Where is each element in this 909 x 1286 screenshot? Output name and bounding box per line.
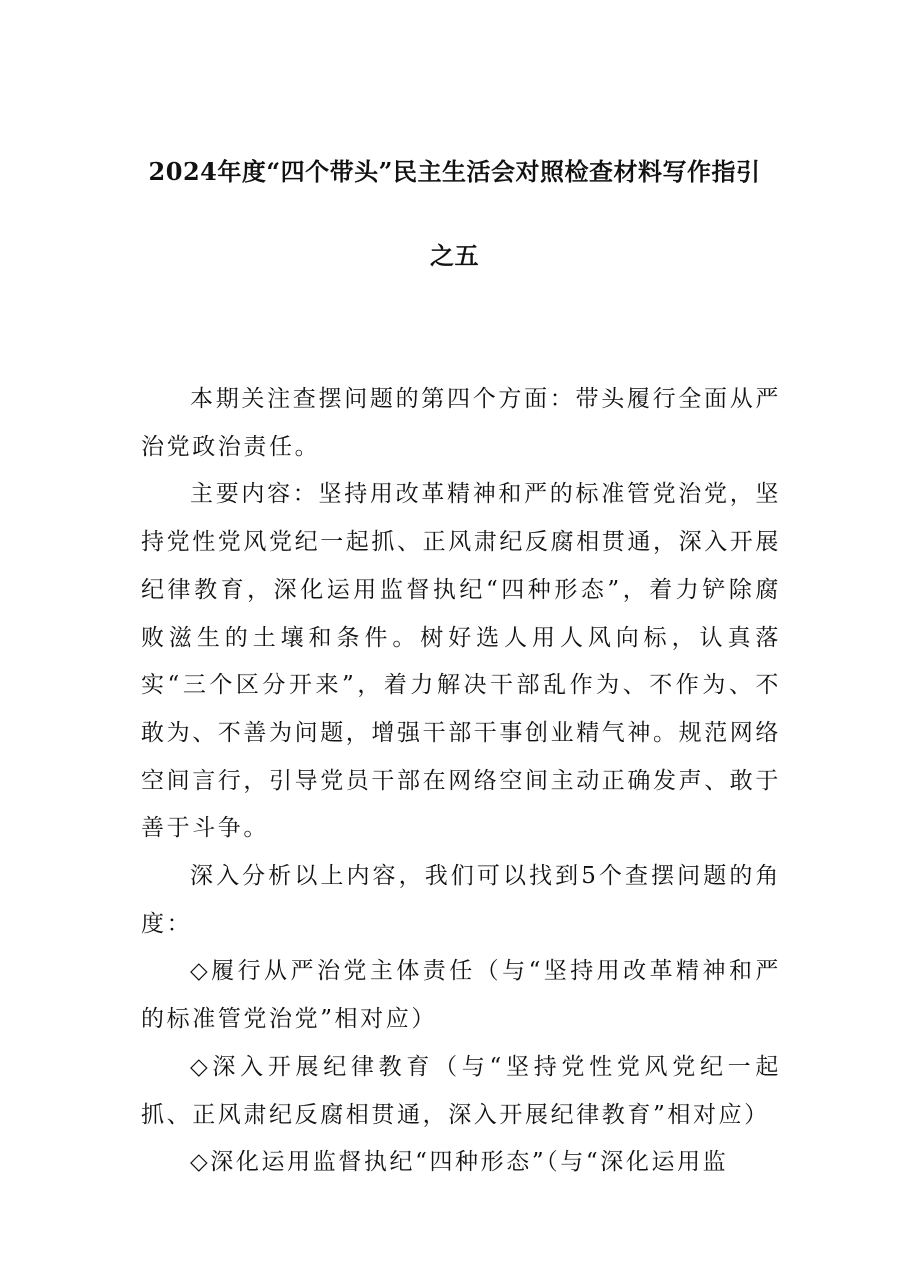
- document-body: [141, 376, 781, 1187]
- document-subtitle: 之五: [430, 241, 479, 270]
- list-item-four-forms: ◇深化运用监督执纪“四种形态”（与“深化运用监: [190, 1149, 729, 1176]
- list-item-discipline-education: ◇深入开展纪律教育（与“坚持党性党风党纪一起抓、正风肃纪反腐相贯通，深入开展纪律教育”相对应）: [141, 1053, 781, 1128]
- list-item-responsibility: ◇履行从严治党主体责任（与“坚持用改革精神和严的标准管党治党”相对应）: [141, 958, 781, 1033]
- paragraph-focus: 本期关注查摆问题的第四个方面：带头履行全面从严治党政治责任。: [141, 386, 781, 460]
- paragraph-analysis: 深入分析以上内容，我们可以找到5个查摆问题的角度：: [141, 863, 781, 937]
- paragraph-main-content: 主要内容：坚持用改革精神和严的标准管党治党，坚持党性党风党纪一起抓、正风肃纪反腐相贯通，深入开展纪律教育，深化运用监督执纪“四种形态”，着力铲除腐败滋生的土壤和条件。树好选人用人风向标，认真落实“三个区分开来”，着力解决干部乱作为、不作为、不敢为、不善为问题，增强干部干事创业精气神。规范网络空间言行，引导党员干部在网络空间主动正确发声、敢于善于斗争。: [141, 481, 781, 842]
- document-title: 2024年度“四个带头”民主生活会对照检查材料写作指引: [148, 157, 761, 186]
